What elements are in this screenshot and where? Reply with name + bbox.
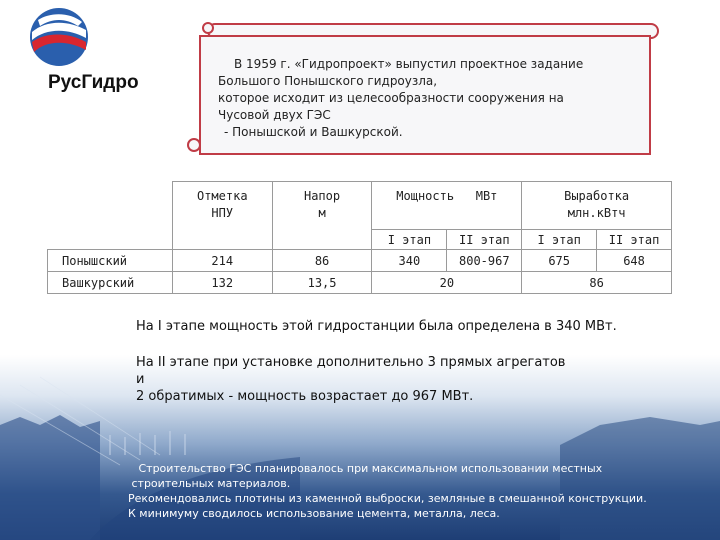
stage1-paragraph bbox=[136, 318, 696, 335]
header-npu: Отметка НПУ bbox=[172, 182, 272, 250]
brand-name: РусГидро bbox=[48, 72, 139, 93]
stage2-line: 2 обратимых - мощность возрастает до 967 МВт. bbox=[136, 389, 474, 404]
subheader-power-stage2: II этап bbox=[447, 230, 522, 250]
row-name: Понышский bbox=[48, 250, 173, 272]
intro-line: Чусовой двух ГЭС bbox=[218, 108, 331, 122]
note-line: К минимуму сводилось использование цемента, металла, леса. bbox=[128, 507, 500, 520]
cell-output-stage1: 675 bbox=[522, 250, 597, 272]
note-line: строительных материалов. bbox=[128, 477, 291, 490]
header-head: Напор м bbox=[272, 182, 372, 250]
cell-power-stage2: 800-967 bbox=[447, 250, 522, 272]
intro-line: - Понышской и Вашкурской. bbox=[224, 125, 403, 139]
stage2-line: и bbox=[136, 372, 145, 387]
intro-text bbox=[218, 56, 638, 141]
subheader-output-stage2: II этап bbox=[597, 230, 672, 250]
cell-output: 86 bbox=[522, 272, 672, 294]
hydro-table bbox=[47, 181, 672, 294]
cell-head: 13,5 bbox=[272, 272, 372, 294]
subheader-output-stage1: I этап bbox=[522, 230, 597, 250]
cell-power-stage1: 340 bbox=[372, 250, 447, 272]
cell-head: 86 bbox=[272, 250, 372, 272]
intro-line: Большого Понышского гидроузла, bbox=[218, 74, 438, 88]
cell-output-stage2: 648 bbox=[597, 250, 672, 272]
stage2-line: На II этапе при установке дополнительно 3 прямых агрегатов bbox=[136, 355, 566, 370]
cell-power: 20 bbox=[372, 272, 522, 294]
header-output: Выработка млн.кВтч bbox=[522, 182, 672, 230]
table-row bbox=[48, 250, 672, 272]
note-line: Рекомендовались плотины из каменной выброски, земляные в смешанной конструкции. bbox=[128, 492, 647, 505]
stage1-line: На I этапе мощность этой гидростанции была определена в 340 МВт. bbox=[136, 319, 617, 334]
note-line: Строительство ГЭС планировалось при максимальном использовании местных bbox=[128, 462, 603, 475]
rushydro-logo-icon bbox=[28, 6, 90, 68]
intro-line: В 1959 г. «Гидропроект» выпустил проектное задание bbox=[234, 57, 584, 71]
table-row bbox=[48, 272, 672, 294]
header-power: Мощность МВт bbox=[372, 182, 522, 230]
row-name: Вашкурский bbox=[48, 272, 173, 294]
intro-line: которое исходит из целесообразности сооружения на bbox=[218, 91, 564, 105]
stage2-paragraph bbox=[136, 354, 696, 405]
cell-npu: 214 bbox=[172, 250, 272, 272]
cell-npu: 132 bbox=[172, 272, 272, 294]
construction-note bbox=[128, 461, 688, 521]
subheader-power-stage1: I этап bbox=[372, 230, 447, 250]
